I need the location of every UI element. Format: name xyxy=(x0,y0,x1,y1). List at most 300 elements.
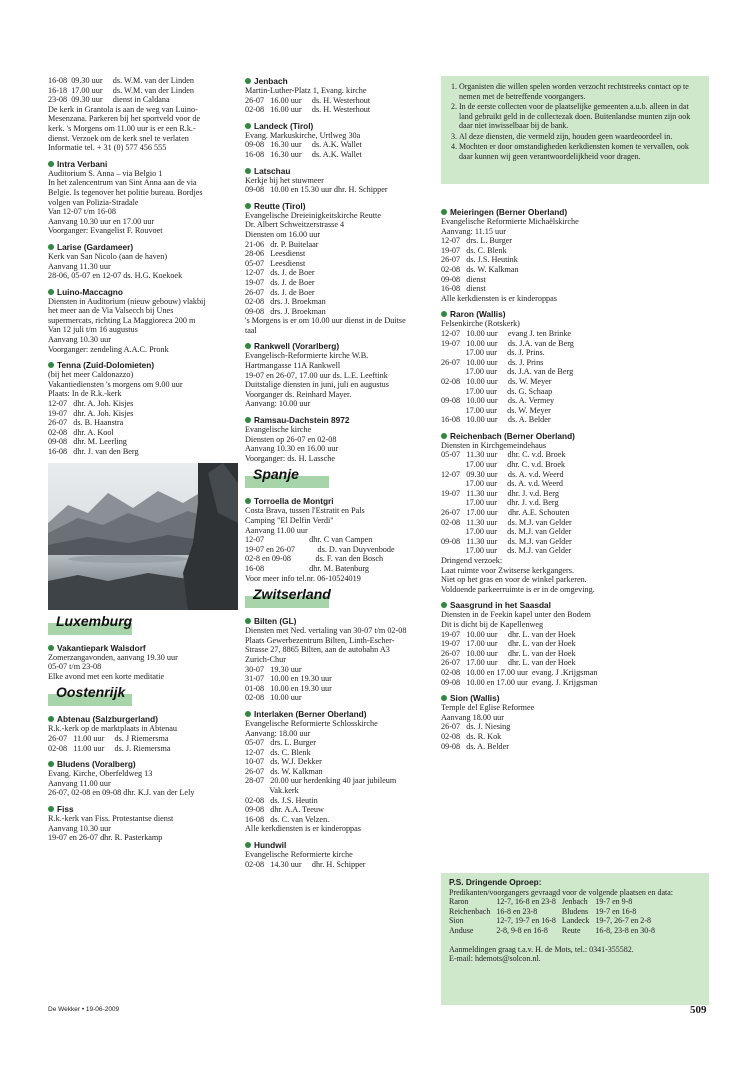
ps-cell: Reute xyxy=(561,925,581,935)
church-name: Abtenau (Salzburgerland) xyxy=(57,714,158,725)
note-item: 3. Al deze diensten, die vermeld zijn, houden geen waardeoordeel in. xyxy=(459,132,701,142)
entry-line: 16-08 ds. C. van Velzen. xyxy=(245,814,330,824)
ps-cell: Bludens xyxy=(561,906,589,916)
entry-line: 09-08 drs. J. Broekman xyxy=(245,306,326,316)
entry-line: 17.00 uur ds. W. Meyer xyxy=(441,405,551,415)
entry-line: 09-08 dhr. M. Leerling xyxy=(48,437,127,447)
ps-cell: 19-7, 26-7 en 2-8 xyxy=(595,916,651,926)
church-name: Rankwell (Vorarlberg) xyxy=(254,341,340,352)
bullet-dot-icon xyxy=(441,311,447,317)
bullet-dot-icon xyxy=(245,203,251,209)
church-entry xyxy=(245,341,437,409)
entry-line: 26-07, 02-08 en 09-08 dhr. K.J. van der Lely xyxy=(48,788,195,798)
entry-line: Alle kerkdiensten is er kinderoppas xyxy=(245,824,361,834)
church-entry xyxy=(245,201,437,336)
country-heading xyxy=(245,466,437,491)
entry-line: Dit is dicht bij de Kapellenweg xyxy=(441,619,544,629)
page-number: 509 xyxy=(690,1004,707,1016)
entry-line: het meer aan de Via Valsecch bij Unes xyxy=(48,306,174,316)
entry-line: 02-08 ds. W. Kalkman xyxy=(441,264,519,274)
bullet-dot-icon xyxy=(245,711,251,717)
country-title: Spanje xyxy=(253,466,299,483)
entry-line: Aanvang 10.30 uur xyxy=(48,335,111,345)
country-heading xyxy=(48,612,238,638)
ps-cell: 16-8 en 23-8 xyxy=(496,906,538,916)
entry-line: 09-08 16.30 uur ds. A.K. Wallet xyxy=(245,140,362,150)
entry-line: 02-08 ds. J.S. Heutin xyxy=(245,795,318,805)
section-zwitserland xyxy=(245,586,437,869)
entry-line: Aanvang 11.00 uur xyxy=(48,778,111,788)
entry-line: Voorganger ds. Reinhard Mayer. xyxy=(245,389,352,399)
church-heading xyxy=(48,804,238,814)
entry-line: 31-07 10.00 en 19.30 uur xyxy=(245,674,332,684)
church-entry xyxy=(48,804,238,843)
bullet-dot-icon xyxy=(48,362,54,368)
church-name: Interlaken (Berner Oberland) xyxy=(254,708,367,719)
entry-line: 28-06 Leesdienst xyxy=(245,249,306,259)
entry-line: Aanvang 10.30 uur xyxy=(48,823,111,833)
church-heading xyxy=(245,121,437,131)
bullet-dot-icon xyxy=(245,618,251,624)
entry-line: 30-07 19.30 uur xyxy=(245,664,302,674)
entry-line: Laat ruimte voor Zwitserse kerkgangers. xyxy=(441,565,574,575)
entry-line: 02-08 dhr. A. Kool xyxy=(48,427,114,437)
church-name: Bludens (Voralberg) xyxy=(57,759,136,770)
entry-line: Evang. Markuskirche, Urtlweg 30a xyxy=(245,130,361,140)
column-3 xyxy=(441,207,711,757)
entry-line: Vak.kerk xyxy=(245,786,299,796)
church-name: Luino-Maccagno xyxy=(57,286,123,297)
entry-line: 26-07 10.00 uur dhr. L. van der Hoek xyxy=(441,648,576,658)
church-entry xyxy=(245,840,437,869)
entry-line: Diensten in Kirchgemeindehaus xyxy=(441,440,547,450)
entry-line: 05-07 drs. L. Burger xyxy=(245,738,317,748)
entry-line: Alle kerkdiensten is er kinderoppas xyxy=(441,293,557,303)
entry-line: 02-08 10.00 uur xyxy=(245,693,302,703)
church-name: Fiss xyxy=(57,803,74,814)
church-entry xyxy=(48,76,238,153)
church-entry xyxy=(48,643,238,682)
country-title: Zwitserland xyxy=(253,586,331,603)
section-luxemburg xyxy=(48,612,238,682)
entry-line: Voorganger: zendeling A.A.C. Pronk xyxy=(48,344,169,354)
church-heading xyxy=(48,714,238,724)
entry-line: 12-07 dhr. C van Campen xyxy=(245,535,373,545)
church-heading xyxy=(441,431,711,441)
church-entry xyxy=(441,207,711,303)
entry-line: Evangelische Reformierte Michaëlskirche xyxy=(441,217,579,226)
entry-line: In het zalencentrum van Sint Anna aan de via xyxy=(48,178,197,188)
entry-line: 26-07 ds. J. de Boer xyxy=(245,287,315,297)
bullet-dot-icon xyxy=(245,123,251,129)
bullet-dot-icon xyxy=(48,289,54,295)
entry-line: Dringend verzoek: xyxy=(441,556,503,565)
bullet-dot-icon xyxy=(48,806,54,812)
entry-line: 02-08 16.00 uur ds. H. Westerhout xyxy=(245,105,371,115)
entry-line: 09-08 10.00 uur ds. A. Vermey xyxy=(441,396,555,406)
church-heading xyxy=(245,415,437,425)
ps-table xyxy=(449,897,661,935)
church-name: Larise (Gardameer) xyxy=(57,241,134,252)
church-heading xyxy=(441,309,711,319)
entry-line: Kerkje bij het stuwmeer xyxy=(245,175,324,185)
entry-line: 02-08 ds. R. Kok xyxy=(441,731,502,741)
entry-line: 19-07 17.00 uur dhr. L. van der Hoek xyxy=(441,639,576,649)
col1-blocks xyxy=(48,76,238,457)
ps-contact-email: E-mail: hdemots@solcon.nl. xyxy=(449,954,541,964)
entry-line: Van 12-07 t/m 16-08 xyxy=(48,207,116,217)
church-entry xyxy=(245,415,437,463)
entry-line: Voorganger: Evangelist F. Rouvoet xyxy=(48,226,163,236)
bullet-dot-icon xyxy=(245,168,251,174)
church-heading xyxy=(441,600,711,610)
entry-line: Informatie tel. + 31 (0) 577 456 555 xyxy=(48,143,167,153)
entry-line: Evangelische Reformierte kirche xyxy=(245,850,353,860)
church-name: Reutte (Tirol) xyxy=(254,200,306,211)
church-name: Saasgrund in het Saasdal xyxy=(450,600,551,611)
entry-line: 09-08 10.00 en 15.30 uur dhr. H. Schipper xyxy=(245,185,388,195)
entry-line: 19-07 ds. J. de Boer xyxy=(245,277,315,287)
church-heading xyxy=(48,159,238,169)
entry-line: 16-08 09.30 uur ds. W.M. van der Linden xyxy=(48,76,194,85)
bullet-dot-icon xyxy=(245,417,251,423)
entry-line: Elke avond met een korte meditatie xyxy=(48,671,165,681)
ps-title: P.S. Dringende Oproep: xyxy=(449,877,542,887)
entry-line: Kerk van San Nicolo (aan de haven) xyxy=(48,251,168,261)
entry-line: 16-08 dhr. J. van den Berg xyxy=(48,447,139,456)
country-title: Luxemburg xyxy=(56,612,133,629)
church-heading xyxy=(48,287,238,297)
entry-line: 16-08 16.30 uur ds. A.K. Wallet xyxy=(245,149,362,159)
col2-blocks xyxy=(245,76,437,463)
church-heading xyxy=(245,840,437,850)
bullet-dot-icon xyxy=(245,343,251,349)
church-entry xyxy=(245,709,437,834)
entry-line: 12-07 dhr. A. Joh. Kisjes xyxy=(48,399,134,409)
entry-line: Zurich-Chur xyxy=(245,654,286,664)
entry-line: Zomerzangavonden, aanvang 19.30 uur xyxy=(48,652,178,662)
entry-line: Diensten in de Feekin kapel unter den Bodem xyxy=(441,610,591,620)
entry-line: 10-07 ds. W.J. Dekker xyxy=(245,757,322,767)
ps-row xyxy=(449,897,661,907)
church-entry xyxy=(245,76,437,115)
entry-line: Voldoende parkeerruimte is er in de omgeving. xyxy=(441,584,595,594)
ps-cell: Landeck xyxy=(561,916,590,926)
entry-line: 02-08 10.00 uur ds. W. Meyer xyxy=(441,376,552,386)
entry-line: Felsenkirche (Rotskerk) xyxy=(441,319,520,329)
section-oostenrijk xyxy=(48,684,238,843)
ps-cell: Anduse xyxy=(449,925,474,935)
church-name: Raron (Wallis) xyxy=(450,309,506,320)
entry-line: Diensten met Ned. vertaling van 30-07 t/m 02-08 xyxy=(245,626,407,636)
entry-line: 02-08 14.30 uur dhr. H. Schipper xyxy=(245,859,366,869)
note-item: 2. In de eerste collecten voor de plaatselijke gemeenten a.u.b. alleen in dat land gebruikt geld in de collectezak doen. Buitenlandse munten zijn ook daar niet inwisselbaar bij de bank. xyxy=(459,102,701,131)
entry-line: 28-07 20.00 uur herdenking 40 jaar jubileum xyxy=(245,776,397,786)
note-item: 4. Mochten er door omstandigheden kerkdiensten komen te vervallen, ook daar kunnen wij geen verantwoordelijkheid voor dragen. xyxy=(459,142,701,161)
church-name: Ramsau-Dachstein 8972 xyxy=(254,415,350,426)
entry-line: 02-08 11.00 uur ds. J. Riemersma xyxy=(48,743,171,753)
bullet-dot-icon xyxy=(48,645,54,651)
country-heading xyxy=(48,684,238,709)
entry-line: 16-18 17.00 uur ds. W.M. van der Linden xyxy=(48,85,194,95)
ps-cell: 19-7 en 16-8 xyxy=(595,906,637,916)
church-name: Landeck (Tirol) xyxy=(254,120,314,131)
entry-line: R.k.-kerk van Fiss. Protestantse dienst xyxy=(48,813,174,823)
entry-line: Aanvang: 11.15 uur xyxy=(441,226,506,236)
notes-list xyxy=(449,82,701,161)
entry-line: 09-08 dienst xyxy=(441,274,486,284)
entry-line: 17.00 uur ds. J.A. van de Berg xyxy=(441,367,574,377)
bullet-dot-icon xyxy=(48,761,54,767)
entry-line: Hartmangasse 11A Rankwell xyxy=(245,361,341,371)
bullet-dot-icon xyxy=(245,842,251,848)
entry-line: 19-07 en 26-07 dhr. R. Pasterkamp xyxy=(48,833,163,843)
ps-cell: Sion xyxy=(449,916,464,926)
church-entry xyxy=(245,166,437,195)
entry-line: Van 12 juli t/m 16 augustus xyxy=(48,325,138,335)
entry-line: Mesenzana. Parkeren bij het sportveld voor de xyxy=(48,114,201,124)
entry-line: Aanvang 10.30 uur en 17.00 uur xyxy=(48,216,155,226)
church-name: Jenbach xyxy=(254,76,288,86)
ps-row xyxy=(449,916,661,926)
footer-publication: De Wekker • 19-06-2009 xyxy=(48,1006,120,1013)
church-heading xyxy=(48,242,238,252)
notes-box xyxy=(441,76,709,184)
bullet-dot-icon xyxy=(245,78,251,84)
entry-line: Diensten in Auditorium (nieuw gebouw) vlakbij xyxy=(48,296,206,306)
entry-line: 19-07 11.30 uur dhr. J. v.d. Berg xyxy=(441,488,559,498)
entry-line: 26-07 ds. J.S. Heutink xyxy=(441,255,518,265)
entry-line: 09-08 11.30 uur ds. M.J. van Gelder xyxy=(441,536,572,546)
church-heading xyxy=(245,496,437,506)
church-heading xyxy=(441,207,711,217)
church-name: Meieringen (Berner Oberland) xyxy=(450,207,568,217)
church-heading xyxy=(48,759,238,769)
ps-cell: 16-8, 23-8 en 30-8 xyxy=(595,925,655,935)
entry-line: Diensten op 26-07 en 02-08 xyxy=(245,434,337,444)
entry-line: dienst. Verzoek om de kerk snel te verlaten xyxy=(48,133,189,143)
entry-line: Evangelische kirche xyxy=(245,425,312,435)
entry-line: Aanvang: 10.00 uur xyxy=(245,399,311,409)
church-entry xyxy=(245,616,437,703)
entry-line: Strasse 27, 8865 Bilten, aan de autobahn A3 xyxy=(245,645,390,655)
church-heading xyxy=(441,693,711,703)
entry-line: 26-07 ds. J. Niesing xyxy=(441,722,511,732)
entry-line: Temple del Eglise Reformee xyxy=(441,703,535,713)
column-1 xyxy=(48,76,238,849)
note-item: 1. Organisten die willen spelen worden verzocht rechtstreeks contact op te nemen met de betreffende voorgangers. xyxy=(459,82,701,101)
bullet-dot-icon xyxy=(48,244,54,250)
bullet-dot-icon xyxy=(245,498,251,504)
entry-line: Plaats: In de R.k.-kerk xyxy=(48,389,122,399)
church-entry xyxy=(48,159,238,236)
church-heading xyxy=(245,709,437,719)
entry-line: 17.00 uur dhr. J. v.d. Berg xyxy=(441,498,559,508)
church-entry xyxy=(48,287,238,355)
ps-cell: 12-7, 19-7 en 16-8 xyxy=(496,916,556,926)
church-entry xyxy=(48,360,238,456)
entry-line: 26-07 10.00 uur ds. J. Prins xyxy=(441,357,544,367)
entry-line: 05-07 Leesdienst xyxy=(245,258,306,268)
entry-line: Aanvang 11.30 uur xyxy=(48,261,111,271)
entry-line: Belgie. Is tegenover het politie bureau. Bordjes xyxy=(48,187,203,197)
entry-line: Diensten om 16.00 uur xyxy=(245,229,321,239)
ps-row xyxy=(449,926,661,936)
bullet-dot-icon xyxy=(441,433,447,439)
church-name: Torroella de Montgri xyxy=(254,496,334,507)
entry-line: 02-08 11.30 uur ds. M.J. van Gelder xyxy=(441,517,572,527)
entry-line: Aanvang 10.30 en 16.00 uur xyxy=(245,444,339,454)
entry-line: 26-07 ds. B. Haanstra xyxy=(48,418,124,428)
entry-line: 12-07 ds. J. de Boer xyxy=(245,268,315,278)
entry-line: 26-07 ds. W. Kalkman xyxy=(245,766,323,776)
ps-row xyxy=(449,907,661,917)
entry-line: 17.00 uur ds. M.J. van Gelder xyxy=(441,527,572,537)
entry-line: Camping "El Delfin Verdi" xyxy=(245,516,334,525)
entry-line: Evangelische Dreieinigkeitskirche Reutte xyxy=(245,210,381,220)
bullet-dot-icon xyxy=(48,161,54,167)
entry-line: 16-08 dhr. M. Batenburg xyxy=(245,563,370,573)
entry-line: Evangelische Reformierte Schlosskirche xyxy=(245,718,378,728)
church-name: Reichenbach (Berner Oberland) xyxy=(450,430,575,441)
entry-line: Voor meer info tel.nr. 06-10524019 xyxy=(245,573,361,583)
entry-line: 19-07 en 26-07, 17.00 uur ds. L.E. Leeftink xyxy=(245,370,388,380)
entry-line: 23-08 09.30 uur dienst in Caldana xyxy=(48,95,170,105)
entry-line: 02-08 drs. J. Broekman xyxy=(245,297,326,307)
entry-line: Dr. Albert Schweitzerstrasse 4 xyxy=(245,220,345,230)
entry-line: taal xyxy=(245,325,257,335)
entry-line: 19-07 dhr. A. Joh. Kisjes xyxy=(48,408,134,418)
country-heading xyxy=(245,586,437,611)
entry-line: 26-07 17.00 uur dhr. A.E. Schouten xyxy=(441,508,570,518)
church-name: Hundwil xyxy=(254,840,287,851)
column-2 xyxy=(245,76,437,875)
entry-line: 09-08 10.00 en 17.00 uur evang. J. Krijgsman xyxy=(441,677,598,687)
church-entry xyxy=(441,309,711,425)
entry-line: 17.00 uur ds. M.J. van Gelder xyxy=(441,546,572,556)
bullet-dot-icon xyxy=(441,695,447,701)
entry-line: supermercats, richting La Maggioreca 200 m xyxy=(48,315,196,325)
church-entry xyxy=(48,242,238,281)
entry-line: 19-07 10.00 uur dhr. L. van der Hoek xyxy=(441,629,576,639)
entry-line: 16-08 dienst xyxy=(441,284,486,294)
entry-line: 26-07 11.00 uur ds. J Riemersma xyxy=(48,733,169,743)
entry-line: Martin-Luther-Platz 1, Evang. kirche xyxy=(245,86,367,95)
entry-line: 01-08 10.00 en 19.30 uur xyxy=(245,683,332,693)
entry-line: 05-07 t/m 23-08 xyxy=(48,662,102,672)
church-heading xyxy=(48,360,238,370)
church-entry xyxy=(441,431,711,595)
church-name: Latschau xyxy=(254,165,291,176)
entry-line: 19-07 en 26-07 ds. D. van Duyvenbode xyxy=(245,544,395,554)
entry-line: 28-06, 05-07 en 12-07 ds. H.G. Koekoek xyxy=(48,271,183,281)
entry-line: 17.00 uur ds. A. v.d. Weerd xyxy=(441,479,563,489)
entry-line: 02-08 10.00 en 17.00 uur evang. J .Krijgsman xyxy=(441,667,598,677)
entry-line: Vakantiediensten 's morgens om 9.00 uur xyxy=(48,379,183,389)
entry-line: Aanvang 11.00 uur xyxy=(245,525,308,535)
church-entry xyxy=(245,496,437,583)
bullet-dot-icon xyxy=(441,602,447,608)
church-name: Intra Verbani xyxy=(57,158,108,169)
entry-line: Niet op het gras en voor de winkel parkeren. xyxy=(441,575,587,585)
entry-line: 17.00 uur dhr. C. v.d. Broek xyxy=(441,460,566,470)
church-heading xyxy=(48,643,238,653)
church-name: Bilten (GL) xyxy=(254,616,297,627)
church-heading xyxy=(245,76,437,86)
entry-line: 26-07 17.00 uur dhr. L. van der Hoek xyxy=(441,658,576,668)
entry-line: 21-06 dr. P. Buitelaar xyxy=(245,239,319,249)
entry-line: Voorganger: ds. H. Lassche xyxy=(245,453,335,463)
entry-line: 05-07 11.30 uur dhr. C. v.d. Broek xyxy=(441,450,566,460)
ps-cell: Reichenbach xyxy=(449,906,491,916)
ps-cell: 19-7 en 9-8 xyxy=(595,897,633,907)
entry-line: Auditorium S. Anna – via Belgio 1 xyxy=(48,168,163,178)
entry-line: 12-07 drs. L. Burger xyxy=(441,236,513,246)
church-entry xyxy=(245,121,437,160)
church-entry xyxy=(48,714,238,753)
entry-line: 16-08 10.00 uur ds. A. Belder xyxy=(441,415,551,425)
section-spanje xyxy=(245,466,437,583)
bullet-dot-icon xyxy=(441,209,447,215)
entry-line: Evangelisch-Reformierte kirche W.B. xyxy=(245,351,369,361)
church-entry xyxy=(48,759,238,798)
entry-line: R.k.-kerk op de marktplaats in Abtenau xyxy=(48,724,177,734)
entry-line: Evang. Kirche, Oberfeldweg 13 xyxy=(48,769,153,779)
church-heading xyxy=(245,201,437,211)
ps-urgent-call-box xyxy=(441,873,709,1005)
entry-line: 19-07 ds. C. Blenk xyxy=(441,245,507,255)
church-entry xyxy=(441,600,711,687)
ps-cell: Raron xyxy=(449,897,469,907)
church-heading xyxy=(245,341,437,351)
church-entry xyxy=(441,693,711,751)
entry-line: 12-07 09.30 uur ds. A. v.d. Weerd xyxy=(441,469,564,479)
entry-line: Aanvang 18.00 uur xyxy=(441,712,504,722)
entry-line: 26-07 16.00 uur ds. H. Westerhout xyxy=(245,95,371,105)
entry-line: 09-08 dhr. A.A. Teeuw xyxy=(245,805,324,815)
entry-line: 's Morgens is er om 10.00 uur dienst in de Duitse xyxy=(245,316,406,326)
entry-line: 12-07 10.00 uur evang J. ten Brinke xyxy=(441,328,572,338)
lake-landscape-photo xyxy=(48,463,238,610)
entry-line: kerk. 's Morgens om 11.00 uur is er een R.k.- xyxy=(48,123,196,133)
ps-cell: Jenbach xyxy=(561,897,588,907)
church-name: Tenna (Zuid-Dolomieten) xyxy=(57,360,155,371)
church-name: Vakantiepark Walsdorf xyxy=(57,642,146,653)
entry-line: (bij het meer Caldonazzo) xyxy=(48,370,134,380)
entry-line: 19-07 10.00 uur ds. J.A. van de Berg xyxy=(441,338,574,348)
entry-line: Plaats Gewerbezentrum Bilten, Linth-Escher- xyxy=(245,635,395,645)
country-title: Oostenrijk xyxy=(56,684,126,701)
ps-cell: 2-8, 9-8 en 16-8 xyxy=(496,925,548,935)
ps-contact-phone: Aanmeldingen graag t.a.v. H. de Mots, tel.: 0341-355582. xyxy=(449,944,634,954)
entry-line: 17.00 uur ds. J. Prins. xyxy=(441,348,545,358)
ps-cell: 12-7, 16-8 en 23-8 xyxy=(496,897,556,907)
entry-line: Costa Brava, tussen l'Estratit en Pals xyxy=(245,506,365,516)
church-name: Sion (Wallis) xyxy=(450,693,500,704)
church-heading xyxy=(245,166,437,176)
entry-line: volgen van Polizia-Stradale xyxy=(48,197,139,207)
col3-blocks xyxy=(441,207,711,751)
entry-line: 02-8 en 09-08 ds. F. van den Bosch xyxy=(245,554,384,564)
entry-line: 17.00 uur ds. G. Schaap xyxy=(441,386,553,396)
entry-line: Duitstalige diensten in juni, juli en augustus xyxy=(245,380,389,390)
entry-line: 12-07 ds. C. Blenk xyxy=(245,747,311,757)
entry-line: 09-08 ds. A. Belder xyxy=(441,741,509,751)
ps-intro: Predikanten/voorgangers gevraagd voor de volgende plaatsen en data: xyxy=(449,887,673,897)
bullet-dot-icon xyxy=(48,716,54,722)
church-heading xyxy=(245,616,437,626)
entry-line: De kerk in Grantola is aan de weg van Luino- xyxy=(48,104,198,114)
